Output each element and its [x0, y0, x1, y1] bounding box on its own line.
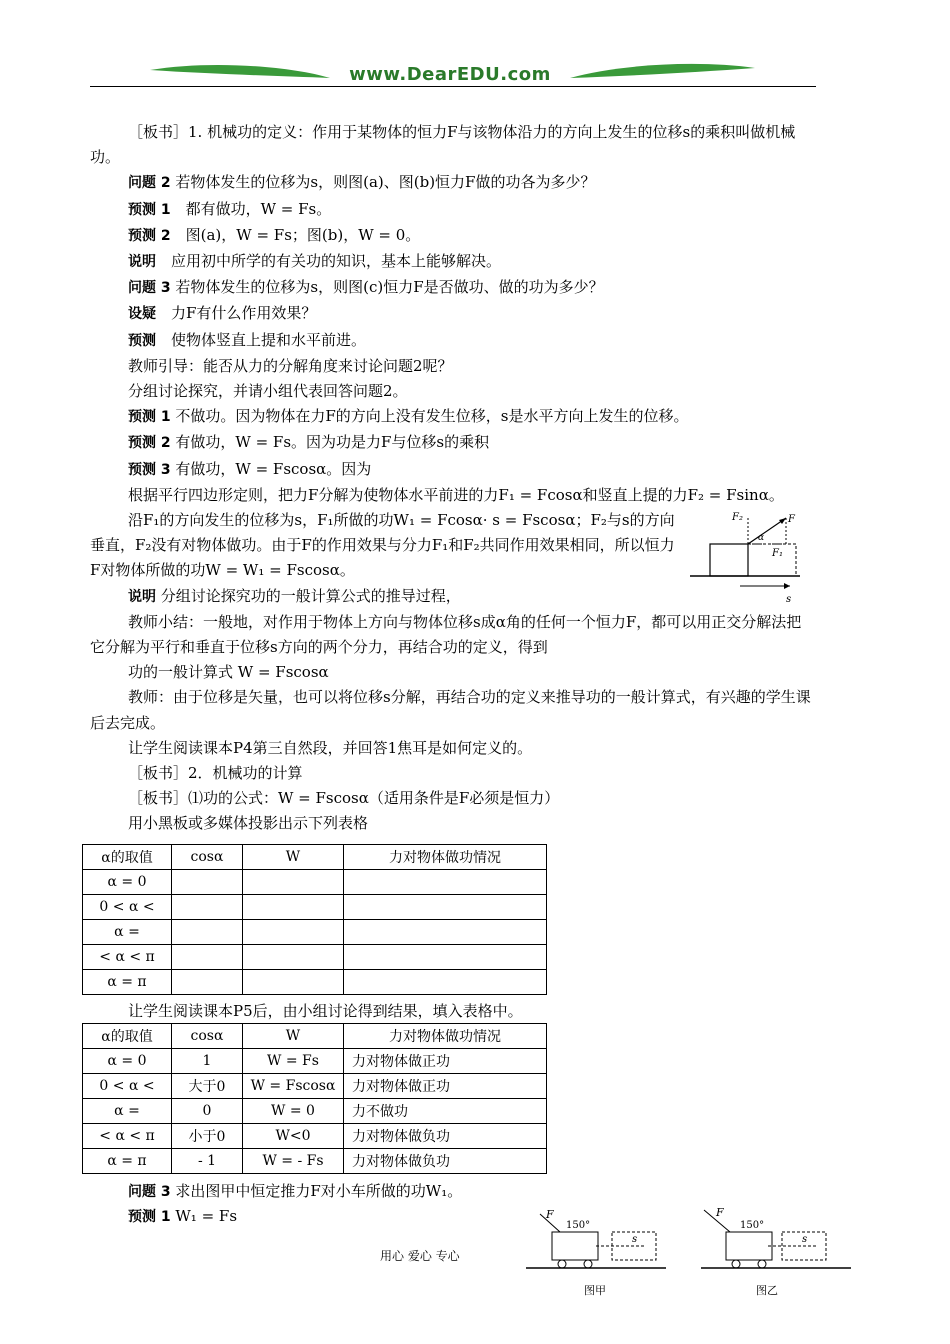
cell: 力对物体做正功: [344, 1074, 547, 1099]
label-s-left: s: [632, 1234, 638, 1245]
b2-label: 预测 2: [128, 435, 171, 452]
cart-left: [552, 1232, 598, 1260]
cell: [344, 945, 547, 970]
block: [710, 544, 748, 576]
header-rule: [90, 86, 816, 87]
question-3: [90, 275, 816, 301]
teacher-note: 教师：由于位移是矢量，也可以将位移s分解，再结合功的定义来推导功的一般计算式，有兴趣的学生课后去完成。: [90, 688, 811, 732]
cell: α = 0: [83, 870, 172, 895]
table-row: [83, 1124, 547, 1149]
table-row: [83, 870, 547, 895]
work-derivation: 沿F₁的方向发生的位移为s，F₁所做的功W₁ = Fcosα· s = Fscosα；F₂与s的方向垂直，F₂没有对物体做功。由于F的作用效果与分力F₁和F₂共同作用效果相同，所以恒力F对物体所做的功W = W₁ = Fscosα。: [90, 511, 675, 580]
cell: 大于0: [172, 1074, 243, 1099]
cell: W = Fs: [243, 1049, 344, 1074]
force-decomposition-diagram: [690, 508, 820, 608]
cell: 1: [172, 1049, 243, 1074]
p1b-label: 预测 1: [128, 1209, 171, 1225]
cell: [172, 945, 243, 970]
cell: [344, 895, 547, 920]
q2-label: 问题 2: [128, 175, 171, 192]
header-work: 力对物体做功情况: [344, 1024, 547, 1049]
header-alpha: α的取值: [83, 1024, 172, 1049]
cell: < α < π: [83, 1124, 172, 1149]
cell: [172, 895, 243, 920]
table-row: [83, 970, 547, 995]
cell: [243, 945, 344, 970]
cart-right: [726, 1232, 772, 1260]
cell: W = 0: [243, 1099, 344, 1124]
prediction-cart: [128, 1206, 237, 1226]
cell: α =: [83, 1099, 172, 1124]
general-formula: 功的一般计算式 W = Fscosα: [128, 663, 329, 682]
cell: < α < π: [83, 945, 172, 970]
reading-task-2: 让学生阅读课本P5后，由小组讨论得到结果，填入表格中。: [128, 1002, 523, 1020]
work-table-filled: [82, 1023, 547, 1174]
table-row: [83, 945, 547, 970]
cell: W = - Fs: [243, 1149, 344, 1174]
table-row: [83, 1149, 547, 1174]
teacher-summary: 教师小结：一般地，对作用于物体上方向与物体位移s成α角的任何一个恒力F，都可以用正交分解法把它分解为平行和垂直于位移s方向的两个分力，再结合功的定义，得到: [90, 612, 802, 657]
board-formula: ［板书］⑴功的公式：W = Fscosα（适用条件是F必须是恒力）: [128, 789, 560, 808]
cell: 0 < α <: [83, 1074, 172, 1099]
b3-text: 有做功，W = Fscosα。因为: [170, 459, 372, 478]
cell: [243, 920, 344, 945]
table-row: [83, 895, 547, 920]
cell: 力不做功: [344, 1099, 547, 1124]
header-w: W: [243, 1024, 344, 1049]
b1-text: 不做功。因为物体在力F的方向上没有发生位移，s是水平方向上发生的位移。: [170, 407, 689, 426]
site-url: www.DearEDU.com: [349, 64, 551, 85]
p1-text: 都有做功，W = Fs。: [170, 199, 332, 218]
label-alpha: α: [758, 533, 765, 543]
cell: W = Fscosα: [243, 1074, 344, 1099]
work-table-empty: [82, 844, 547, 995]
cell: 力对物体做负功: [344, 1149, 547, 1174]
sm-label: 说明: [128, 254, 156, 271]
caption-right: 图乙: [756, 1284, 778, 1297]
table-header-row: [83, 845, 547, 870]
cell: W<0: [243, 1124, 344, 1149]
teacher-guide: 教师引导：能否从力的分解角度来讨论问题2呢？: [128, 356, 453, 375]
wheel: [558, 1260, 566, 1268]
q3-label: 问题 3: [128, 280, 171, 297]
force-arrow: [748, 518, 786, 544]
answer-3: [90, 457, 816, 483]
header-work: 力对物体做功情况: [344, 845, 547, 870]
cell: [344, 870, 547, 895]
q2-text: 若物体发生的位移为s，则图(a)、图(b)恒力F做的功各为多少？: [170, 173, 596, 192]
cell: 力对物体做负功: [344, 1124, 547, 1149]
cell: [344, 970, 547, 995]
doubt: [90, 301, 816, 327]
cell: [172, 970, 243, 995]
s-arrowhead: [784, 583, 790, 589]
cell: α =: [83, 920, 172, 945]
prediction: [90, 328, 816, 354]
label-s: s: [786, 594, 792, 605]
table-row: [83, 1049, 547, 1074]
answer-1: [90, 404, 816, 430]
table-row: [83, 1074, 547, 1099]
sm2-label: 说明: [128, 588, 156, 605]
b3-label: 预测 3: [128, 461, 171, 478]
parallelogram-rule: 根据平行四边形定则，把力F分解为使物体水平前进的力F₁ = Fcosα和竖直上提的力F₂ = Fsinα。: [128, 485, 784, 504]
table-intro: 用小黑板或多媒体投影出示下列表格: [128, 814, 369, 833]
caption-left: 图甲: [584, 1284, 606, 1297]
cell: α = π: [83, 1149, 172, 1174]
page-header: [90, 58, 816, 92]
document-body: [90, 120, 816, 837]
label-f: F: [788, 514, 795, 525]
yc-label: 预测: [128, 332, 156, 349]
label-f-left: F: [546, 1208, 554, 1221]
cell: 小于0: [172, 1124, 243, 1149]
sm2-text: 分组讨论探究功的一般计算公式的推导过程，: [156, 586, 461, 605]
cell: [172, 920, 243, 945]
label-f-right: F: [716, 1206, 724, 1219]
cart-diagram-right: [701, 1206, 851, 1297]
header-cos: cosα: [172, 845, 243, 870]
explanation-1: [90, 249, 816, 275]
label-angle-left: 150°: [566, 1220, 591, 1231]
cell: [243, 870, 344, 895]
header-w: W: [243, 845, 344, 870]
q3b-text: 求出图甲中恒定推力F对小车所做的功W₁。: [170, 1182, 463, 1200]
table-row: [83, 1099, 547, 1124]
label-f2: F₂: [732, 512, 743, 523]
page-footer: 用心 爱心 专心: [380, 1249, 460, 1263]
question-2: [90, 170, 816, 196]
cell: [344, 920, 547, 945]
b2-text: 有做功，W = Fs。因为功是力F与位移s的乘积: [170, 433, 490, 452]
yc-text: 使物体竖直上提和水平前进。: [156, 330, 367, 349]
label-angle-right: 150°: [740, 1220, 765, 1231]
cell: 0: [172, 1099, 243, 1124]
table-header-row: [83, 1024, 547, 1049]
header-alpha: α的取值: [83, 845, 172, 870]
answer-2: [90, 430, 816, 456]
sm-text: 应用初中所学的有关功的知识，基本上能够解决。: [156, 252, 502, 271]
group-discussion: 分组讨论探究，并请小组代表回答问题2。: [128, 382, 408, 401]
cell: [243, 895, 344, 920]
table-row: [83, 920, 547, 945]
q3b-label: 问题 3: [128, 1184, 171, 1200]
board-2: ［板书］2．机械功的计算: [128, 764, 303, 783]
p1b-text: W₁ = Fs: [170, 1207, 238, 1225]
reading-task-1: 让学生阅读课本P4第三自然段，并回答1焦耳是如何定义的。: [128, 738, 533, 757]
sy-label: 设疑: [128, 306, 156, 323]
p1-label: 预测 1: [128, 201, 171, 218]
cart-diagram-left: [526, 1208, 666, 1297]
cell: [172, 870, 243, 895]
p2-text: 图(a)，W = Fs；图(b)，W = 0。: [170, 225, 421, 244]
cell: 力对物体做正功: [344, 1049, 547, 1074]
label-s-right: s: [802, 1234, 808, 1245]
wheel: [758, 1260, 766, 1268]
q3-text: 若物体发生的位移为s，则图(c)恒力F是否做功、做的功为多少？: [170, 278, 604, 297]
cell: - 1: [172, 1149, 243, 1174]
wheel: [732, 1260, 740, 1268]
cart-diagrams: [516, 1206, 856, 1300]
cell: α = 0: [83, 1049, 172, 1074]
label-f1: F₁: [772, 548, 783, 559]
p2-label: 预测 2: [128, 227, 171, 244]
prediction-1: [90, 197, 816, 223]
question-3-cart: [128, 1180, 462, 1201]
definition-line: ［板书］1. 机械功的定义：作用于某物体的恒力F与该物体沿力的方向上发生的位移s的乘积叫做机械功。: [90, 123, 796, 167]
b1-label: 预测 1: [128, 409, 171, 426]
prediction-2: [90, 223, 816, 249]
cell: 0 < α <: [83, 895, 172, 920]
header-cos: cosα: [172, 1024, 243, 1049]
cell: [243, 970, 344, 995]
force-arrowhead: [779, 518, 786, 524]
sy-text: 力F有什么作用效果？: [156, 304, 317, 323]
wheel: [584, 1260, 592, 1268]
cell: α = π: [83, 970, 172, 995]
